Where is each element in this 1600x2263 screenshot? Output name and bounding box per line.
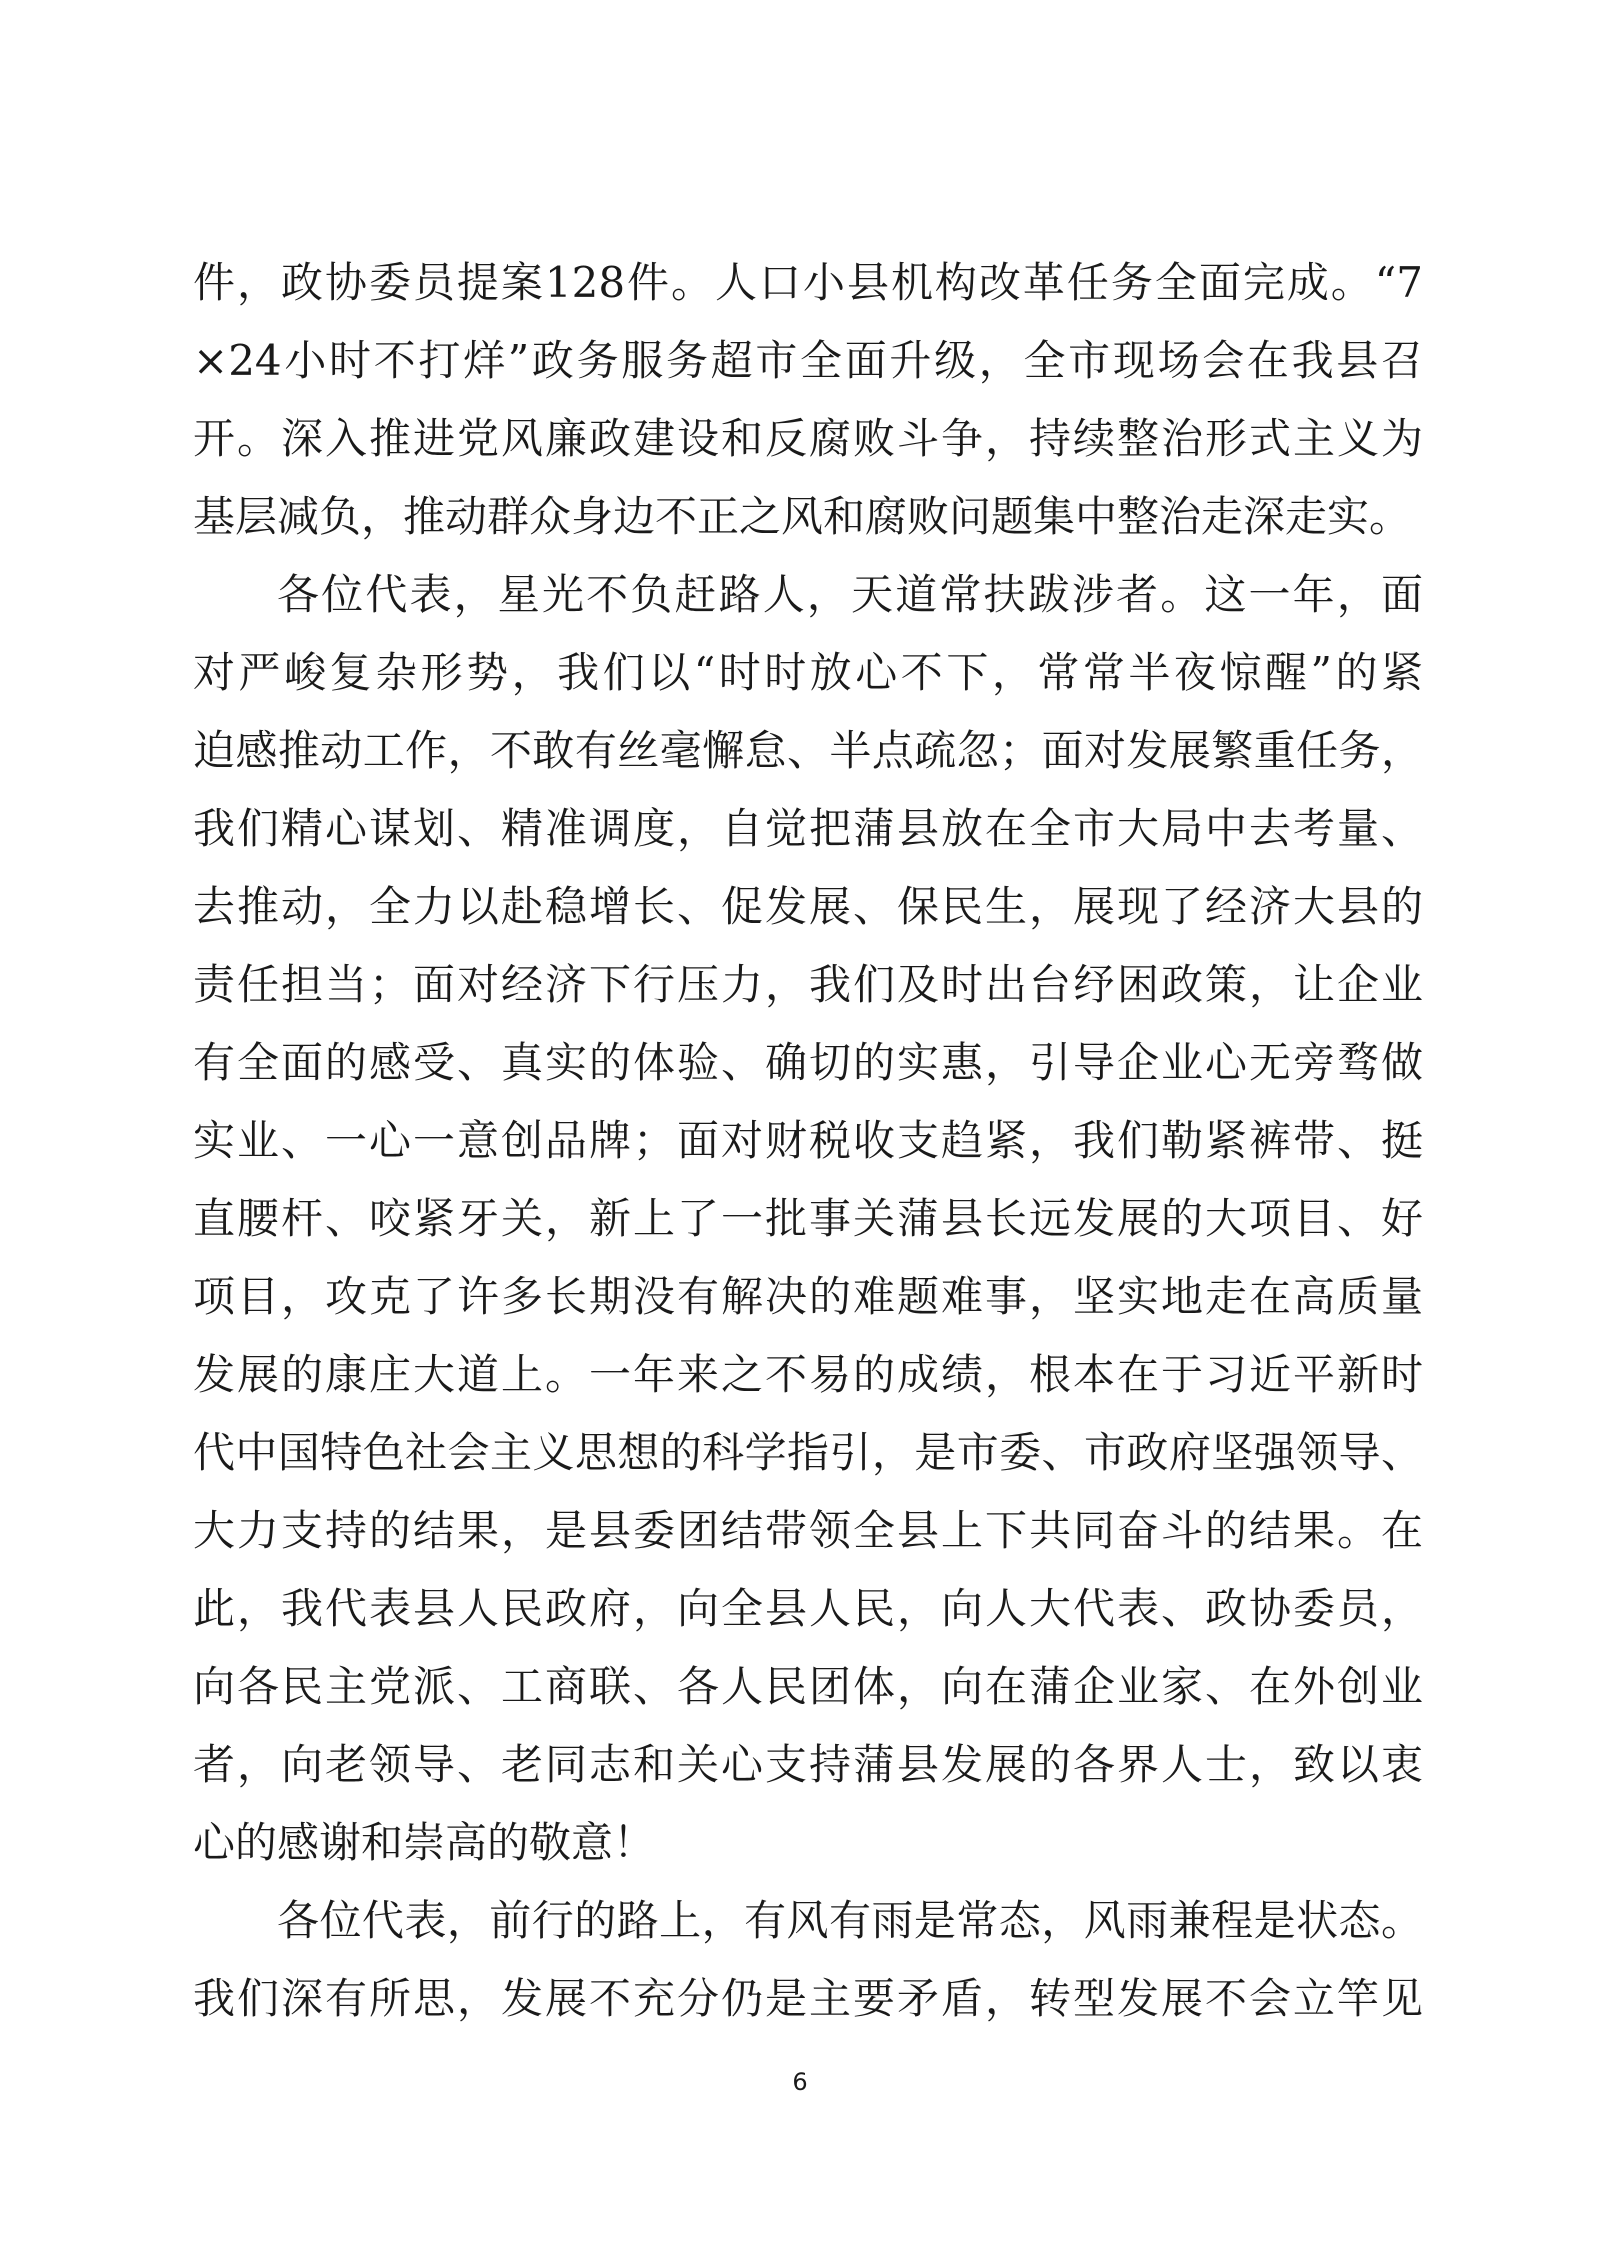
text-line: 基层减负，推动群众身边不正之风和腐败问题集中整治走深走实。 xyxy=(193,492,1412,541)
text-line: 向各民主党派、工商联、各人民团体，向在蒲企业家、在外创业 xyxy=(193,1662,1423,1711)
page-number: 6 xyxy=(792,2068,808,2096)
text-line: 实业、一心一意创品牌；面对财税收支趋紧，我们勒紧裤带、挺 xyxy=(193,1116,1423,1165)
text-line: 迫感推动工作，不敢有丝毫懈怠、半点疏忽；面对发展繁重任务， xyxy=(193,726,1423,775)
text-line: 我们精心谋划、精准调度，自觉把蒲县放在全市大局中去考量、 xyxy=(193,804,1423,853)
text-line: 对严峻复杂形势，我们以“时时放心不下，常常半夜惊醒”的紧 xyxy=(193,648,1423,697)
text-line: 件，政协委员提案128件。人口小县机构改革任务全面完成。“7 xyxy=(193,258,1423,307)
text-line: 项目，攻克了许多长期没有解决的难题难事，坚实地走在高质量 xyxy=(193,1272,1423,1321)
text-line: 责任担当；面对经济下行压力，我们及时出台纾困政策，让企业 xyxy=(193,960,1423,1009)
text-line: 者，向老领导、老同志和关心支持蒲县发展的各界人士，致以衷 xyxy=(193,1740,1423,1789)
text-line: 开。深入推进党风廉政建设和反腐败斗争，持续整治形式主义为 xyxy=(193,414,1423,463)
text-line: 此，我代表县人民政府，向全县人民，向人大代表、政协委员， xyxy=(193,1584,1423,1633)
text-line: 我们深有所思，发展不充分仍是主要矛盾，转型发展不会立竿见 xyxy=(193,1974,1423,2023)
text-line: 代中国特色社会主义思想的科学指引，是市委、市政府坚强领导、 xyxy=(193,1428,1423,1477)
text-line: 直腰杆、咬紧牙关，新上了一批事关蒲县长远发展的大项目、好 xyxy=(193,1194,1423,1243)
text-line: 各位代表，前行的路上，有风有雨是常态，风雨兼程是状态。 xyxy=(277,1896,1423,1945)
text-line: 发展的康庄大道上。一年来之不易的成绩，根本在于习近平新时 xyxy=(193,1350,1423,1399)
text-line: 有全面的感受、真实的体验、确切的实惠，引导企业心无旁骛做 xyxy=(193,1038,1423,1087)
text-line: 各位代表，星光不负赶路人，天道常扶跋涉者。这一年，面 xyxy=(277,570,1423,619)
text-line: 心的感谢和崇高的敬意！ xyxy=(193,1818,656,1867)
text-line: 去推动，全力以赴稳增长、促发展、保民生，展现了经济大县的 xyxy=(193,882,1423,931)
text-line: 大力支持的结果，是县委团结带领全县上下共同奋斗的结果。在 xyxy=(193,1506,1423,1555)
text-line: ×24小时不打烊”政务服务超市全面升级，全市现场会在我县召 xyxy=(193,336,1423,385)
